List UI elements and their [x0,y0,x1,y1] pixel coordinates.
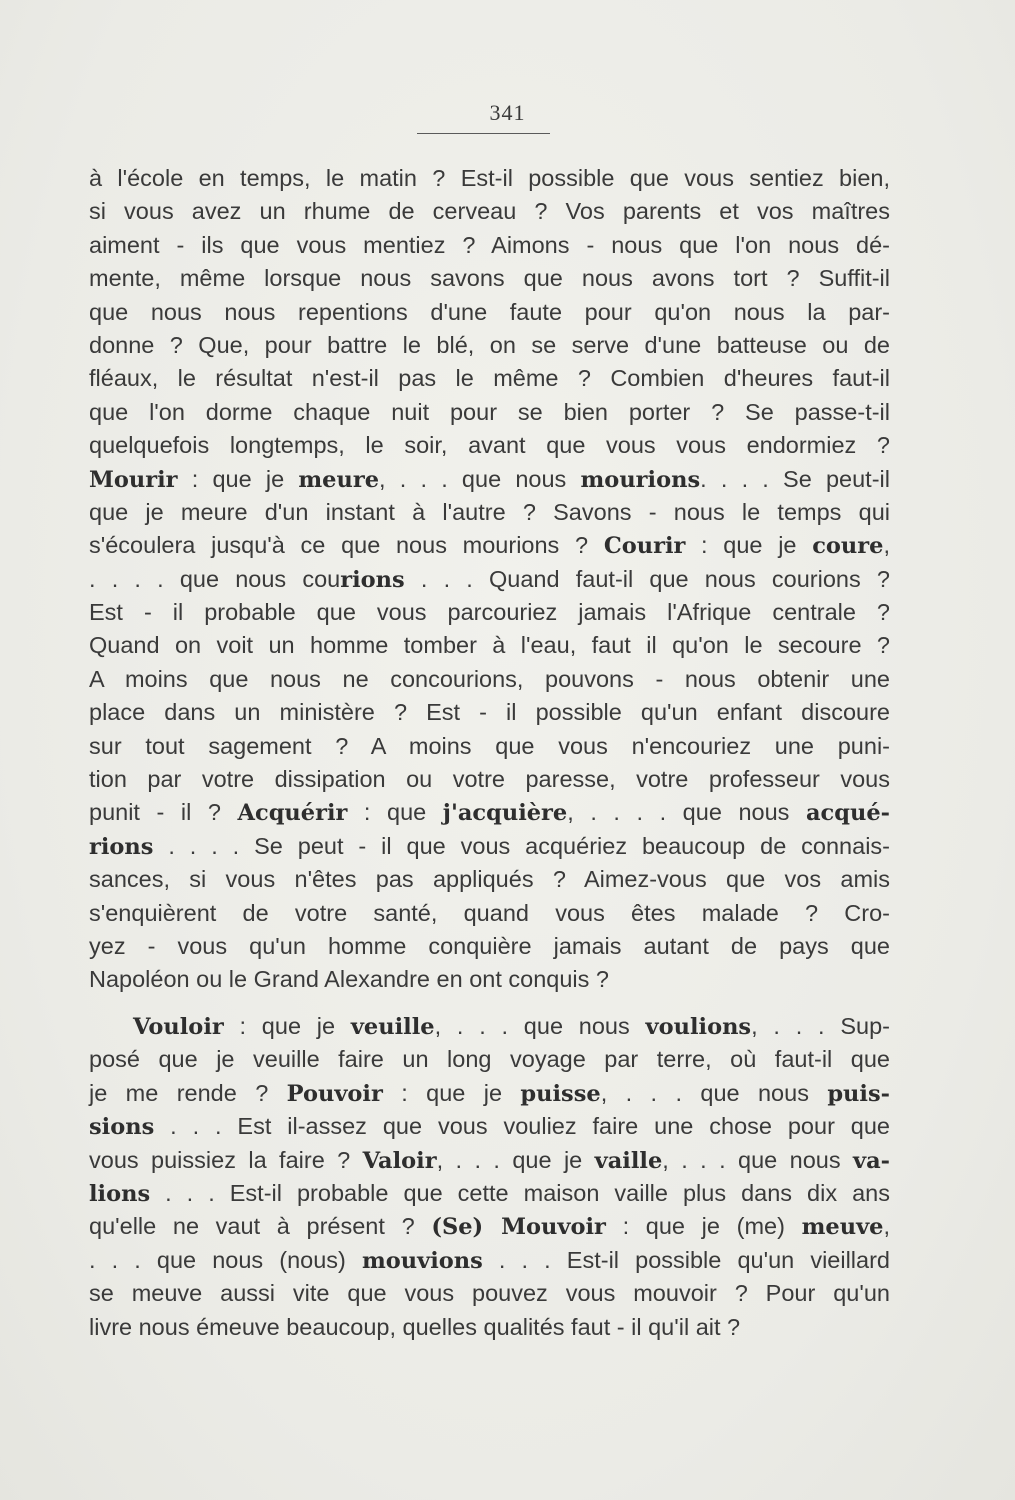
bold-verb-form: coure [812,533,884,560]
text-run: : que je [177,465,299,492]
text-run: donne ? Que, pour battre le blé, on se serve d'une batteuse ou de [89,331,890,358]
bold-verb-form: meuve [801,1214,884,1241]
text-run: à l'école en temps, le matin ? Est-il possible que vous sentiez bien, [89,165,890,191]
text-run: quelquefois longtemps, le soir, avant que vous vous endormiez ? [89,432,890,459]
bold-verb-form: puis- [827,1080,890,1107]
text-run: , . . . . que nous [567,799,806,826]
text-run: . . . Est-il probable que cette maison vaille plus dans dix ans [150,1179,890,1206]
text-run: , . . . que nous [600,1079,828,1106]
text-run: yez - vous qu'un homme conquière jamais autant de pays que [89,932,890,959]
text-run: place dans un ministère ? Est - il possible qu'un enfant discoure [89,699,890,726]
bold-verb-form: rions [340,566,405,593]
text-line [89,796,890,829]
text-line [89,897,890,930]
text-line [89,1010,890,1043]
text-run: , [883,532,890,559]
bold-verb-form: puisse [520,1080,601,1107]
text-line [89,229,890,262]
bold-verb-form: voulions [645,1014,752,1040]
bold-verb-form: lions [89,1180,151,1207]
text-run: vous puissiez la faire ? [89,1146,363,1173]
bold-verb-form: mourions [580,466,701,493]
text-run: : que je [223,1013,351,1039]
text-run: , . . . que nous [379,465,581,492]
text-line [89,262,890,295]
text-run: s'enquièrent de votre santé, quand vous êtes malade ? Cro- [89,899,890,926]
text-run: que je meure d'un instant à l'autre ? Savons - nous le temps qui [89,498,890,525]
text-run: tion par votre dissipation ou votre paresse, votre professeur vous [89,766,890,793]
text-line [89,429,890,462]
text-line [89,696,890,729]
bold-verb-form: Valoir [362,1147,437,1174]
header-rule [417,133,550,134]
text-run: . . . . que nous cou [89,565,341,592]
text-line [89,162,890,195]
text-line [89,596,890,629]
text-run: si vous avez un rhume de cerveau ? Vos parents et vos maîtres [89,198,890,225]
text-line [89,930,890,963]
bold-verb-form: Courir [603,533,686,560]
text-run: se meuve aussi vite que vous pouvez vous mouvoir ? Pour qu'un [89,1280,890,1307]
text-line [89,396,890,429]
text-line [89,1110,890,1143]
bold-verb-form: Pouvoir [286,1080,383,1107]
text-run: Napoléon ou le Grand Alexandre en ont conquis ? [89,966,609,993]
text-run: Quand on voit un homme tomber à l'eau, faut il qu'on le secoure ? [89,632,890,659]
bold-verb-form: mouvions [361,1247,483,1274]
text-line [89,730,890,763]
text-run: mente, même lorsque nous savons que nous avons tort ? Suffit-il [89,265,890,292]
text-line [89,1177,890,1210]
text-run: livre nous émeuve beaucoup, quelles qualités faut - il qu'il ait ? [89,1313,741,1340]
text-run: : que [347,799,443,826]
text-line [89,763,890,796]
text-run: que l'on dorme chaque nuit pour se bien porter ? Se passe-t-il [89,398,890,425]
text-run: : que je (me) [605,1213,802,1240]
text-run: sances, si vous n'êtes pas appliqués ? Aimez-vous que vos amis [89,866,890,893]
text-run: . . . que nous (nous) [89,1246,362,1273]
text-run: sur tout sagement ? A moins que vous n'encouriez une puni- [89,732,890,759]
bold-verb-form: Mourir [89,466,178,493]
bold-verb-form: Acquérir [237,800,348,827]
text-run: aiment - ils que vous mentiez ? Aimons - nous que l'on nous dé- [89,231,890,258]
text-line [89,1311,890,1344]
page-number: 341 [489,100,526,125]
text-run: s'écoulera jusqu'à ce que nous mourions ? [89,532,604,559]
text-line [89,830,890,863]
text-line [89,529,890,562]
text-line [89,1077,890,1110]
text-line [89,1244,890,1277]
text-run: . . . Est il-assez que vous vouliez faire une chose pour que [154,1113,890,1140]
bold-verb-form: j'acquière [442,800,568,827]
text-run: A moins que nous ne concourions, pouvons - nous obtenir une [89,665,890,692]
paragraph-verb-exercises-1 [89,162,890,997]
text-line [89,1210,890,1243]
text-run: Est - il probable que vous parcouriez jamais l'Afrique centrale ? [89,599,890,626]
text-run: qu'elle ne vaut à présent ? [89,1213,432,1240]
text-run: . . . Est-il possible qu'un vieillard [482,1246,890,1273]
bold-verb-form: va- [853,1147,891,1174]
text-line [89,563,890,596]
text-run: , [883,1213,890,1240]
text-line [89,663,890,696]
text-line [89,463,890,496]
text-line [89,496,890,529]
text-run: , . . . que je [436,1146,595,1173]
text-line [89,1043,890,1076]
text-run: punit - il ? [89,799,238,826]
text-run: : que je [685,532,813,559]
bold-verb-form: (Se) Mouvoir [431,1214,606,1241]
bold-verb-form: acqué- [805,800,890,827]
text-line [89,1277,890,1310]
text-run: fléaux, le résultat n'est-il pas le même ? Combien d'heures faut-il [89,365,890,392]
bold-verb-form: veuille [350,1014,435,1040]
text-line [89,296,890,329]
bold-verb-form: Vouloir [133,1014,224,1040]
text-run: . . . . Se peut-il [700,465,890,492]
text-run: . . . Quand faut-il que nous courions ? [404,565,890,592]
text-line [89,329,890,362]
text-run: , . . . que nous [434,1013,646,1039]
text-line [89,1144,890,1177]
bold-verb-form: sions [89,1114,155,1141]
bold-verb-form: rions [89,833,154,860]
text-line [89,362,890,395]
text-run: je me rende ? [89,1079,287,1106]
text-line [89,963,890,996]
text-run: posé que je veuille faire un long voyage par terre, où faut-il que [89,1046,890,1073]
text-run: que nous nous repentions d'une faute pour qu'on nous la par- [89,298,890,325]
text-run: . . . . Se peut - il que vous acquériez beaucoup de connais- [153,832,890,859]
text-line [89,195,890,228]
bold-verb-form: vaille [594,1147,663,1174]
paragraph-verb-exercises-2 [89,1010,890,1344]
text-run: : que je [382,1079,521,1106]
text-line [89,863,890,896]
text-line [89,629,890,662]
bold-verb-form: meure [298,466,380,493]
text-run: , . . . Sup- [751,1013,890,1039]
text-run: , . . . que nous [662,1146,854,1173]
